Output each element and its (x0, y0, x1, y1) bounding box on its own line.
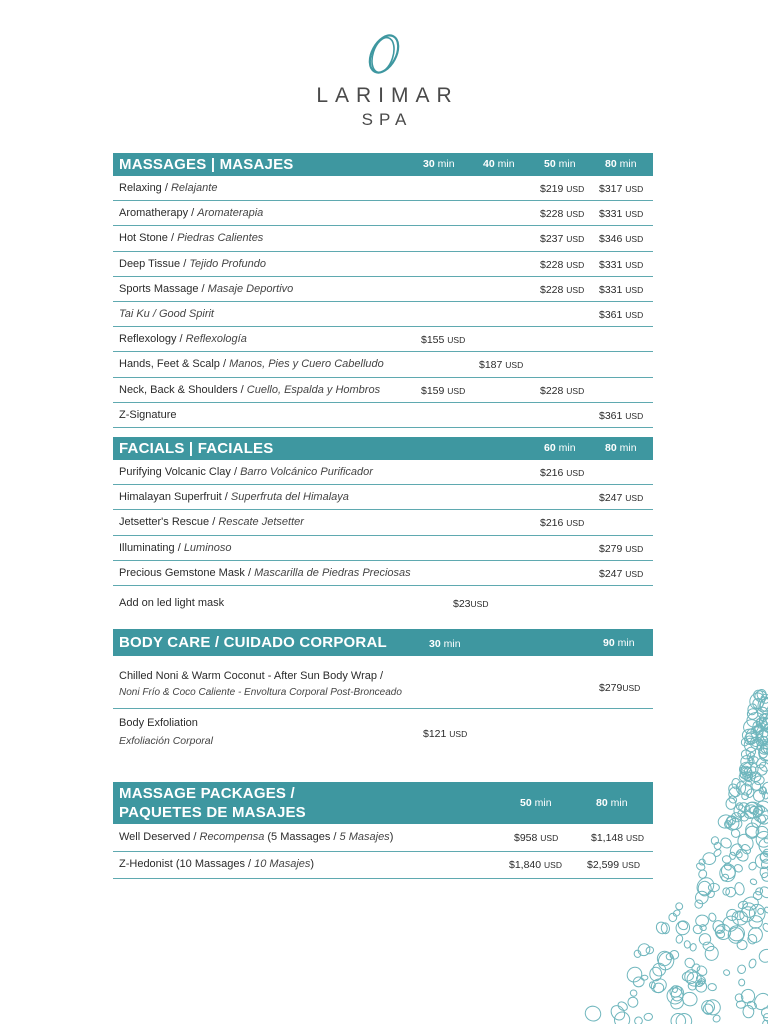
price-80-min: $279 USD (599, 542, 644, 555)
package-name: Well Deserved / Recompensa (5 Massages / 5 Masajes) (119, 831, 394, 843)
price-50-min: $958 USD (514, 832, 559, 844)
spa-logo (0, 30, 768, 130)
bubble-shape (747, 861, 758, 872)
bubble-shape (614, 1011, 631, 1024)
massages-section (113, 153, 653, 428)
table-row (113, 561, 653, 586)
table-row (113, 176, 653, 201)
service-name: Z-Signature (119, 408, 177, 421)
bubble-shape (683, 956, 696, 969)
price-50-min: $228 USD (540, 283, 585, 296)
bubble-shape (713, 848, 723, 858)
service-name: Hands, Feet & Scalp / Manos, Pies y Cuero Cabelludo (119, 358, 384, 371)
bubble-shape (763, 836, 768, 844)
bubble-shape (694, 874, 718, 898)
bubble-shape (644, 1013, 653, 1021)
bubble-shape (629, 989, 638, 998)
price-80-min: $317 USD (599, 183, 644, 195)
price-50-min: $237 USD (540, 233, 585, 246)
bubble-shape (697, 881, 711, 897)
price-80-min: $2,599 USD (587, 859, 640, 871)
addon-label: Add on led light mask (119, 596, 225, 609)
table-row (113, 277, 653, 302)
bubble-shape (757, 947, 768, 965)
bubble-shape (708, 983, 717, 991)
col-90-min: 90 min (603, 637, 635, 649)
service-name: Purifying Volcanic Clay / Barro Volcánico Purificador (119, 466, 373, 478)
bubble-shape (748, 958, 757, 969)
service-name: Illuminating / Luminoso (119, 541, 232, 554)
col-80-min: 80 min (605, 442, 637, 454)
packages-title: MASSAGE PACKAGES / (119, 785, 295, 802)
service-name: Sports Massage / Masaje Deportivo (119, 282, 294, 295)
price-30-min: $155 USD (421, 334, 466, 347)
addon-row (113, 586, 653, 620)
facials-section (113, 437, 653, 620)
bubble-shape (698, 932, 713, 947)
brand-subname: SPA (361, 110, 413, 129)
col-40-min: 40 min (483, 158, 515, 170)
price-50-min: $228 USD (540, 384, 585, 397)
price-80-min: $1,148 USD (591, 832, 644, 844)
service-name: Neck, Back & Shoulders / Cuello, Espalda y Hombros (119, 383, 381, 396)
bubble-shape (677, 920, 689, 931)
bubble-shape (723, 969, 731, 977)
bubble-shape (730, 828, 741, 839)
service-name: Deep Tissue / Tejido Profundo (119, 257, 266, 270)
bodycare-title: BODY CARE / CUIDADO CORPORAL (119, 634, 387, 651)
bubble-shape (675, 902, 684, 911)
packages-title-es: PAQUETES DE MASAJES (119, 804, 306, 821)
col-30-min: 30 min (423, 158, 455, 170)
table-row (113, 352, 653, 377)
price-60-min: $216 USD (540, 517, 585, 530)
price-80-min: $247 USD (599, 492, 644, 505)
service-name: Body Exfoliation (119, 717, 198, 729)
larimar-stone-icon (362, 30, 406, 78)
price-80-min: $331 USD (599, 258, 644, 271)
price-60-min: $216 USD (540, 467, 585, 479)
bubble-shape (634, 950, 642, 958)
bubble-shape (739, 979, 745, 986)
service-name: Reflexology / Reflexología (119, 333, 247, 346)
bubble-shape (633, 1016, 643, 1024)
bubble-shape (749, 878, 757, 886)
table-row (113, 460, 653, 485)
massages-title: MASSAGES | MASAJES (119, 156, 294, 173)
price-80-min: $361 USD (599, 409, 644, 422)
bubble-shape (726, 798, 736, 809)
service-name: Hot Stone / Piedras Calientes (119, 232, 264, 245)
facials-header (113, 437, 653, 460)
col-50-min: 50 min (544, 158, 576, 170)
bubble-shape (737, 964, 746, 974)
table-row (113, 302, 653, 327)
service-name: Tai Ku / Good Spirit (119, 307, 214, 320)
bubble-shape (624, 964, 645, 985)
service-name: Precious Gemstone Mask / Mascarilla de Piedras Preciosas (119, 566, 411, 579)
price-80-min: $247 USD (599, 567, 644, 580)
brand-name: LARIMAR (316, 84, 459, 107)
bubble-shape (699, 998, 717, 1016)
bubble-shape (636, 941, 653, 958)
bubble-shape (626, 996, 639, 1009)
bubble-shape (670, 1013, 686, 1024)
service-name-es: Noni Frío & Coco Caliente - Envoltura Corporal Post-Bronceado (119, 687, 402, 698)
col-60-min: 60 min (544, 442, 576, 454)
price-80-min: $346 USD (599, 233, 644, 246)
service-name: Jetsetter's Rescue / Rescate Jetsetter (119, 516, 304, 529)
massages-header (113, 153, 653, 176)
table-row (113, 378, 653, 403)
price-30-min: $159 USD (421, 384, 466, 397)
bubble-shape (722, 855, 731, 863)
price-40-min: $187 USD (479, 359, 524, 372)
price-50-min: $228 USD (540, 258, 585, 271)
bubble-shape (694, 890, 709, 905)
table-row (113, 327, 653, 352)
facials-title: FACIALS | FACIALES (119, 440, 274, 457)
price-50-min: $219 USD (540, 183, 585, 195)
price-30-min: $121 USD (423, 728, 468, 740)
bubble-shape (752, 891, 763, 901)
table-row (113, 485, 653, 510)
price-90-min: $279USD (599, 682, 641, 694)
bubble-shape (673, 1011, 694, 1024)
bubble-shape (583, 1004, 603, 1024)
bodycare-header (113, 629, 653, 656)
service-name-es: Exfoliación Corporal (119, 735, 213, 747)
price-80-min: $361 USD (599, 308, 644, 321)
price-80-min: $331 USD (599, 283, 644, 296)
bubble-shape (690, 962, 701, 973)
bubble-shape (675, 934, 683, 944)
service-name: Relaxing / Relajante (119, 182, 218, 194)
bubble-decoration (568, 684, 768, 1024)
price-50-min: $1,840 USD (509, 859, 562, 871)
table-row (113, 201, 653, 226)
col-80-min: 80 min (605, 158, 637, 170)
bubble-shape (669, 913, 677, 922)
price-80-min: $331 USD (599, 208, 644, 221)
table-row (113, 403, 653, 428)
col-50-min: 50 min (520, 797, 552, 809)
service-name: Himalayan Superfruit / Superfruta del Himalaya (119, 491, 349, 504)
service-name: Aromatherapy / Aromaterapia (119, 207, 264, 220)
service-name: Chilled Noni & Warm Coconut - After Sun Body Wrap / (119, 670, 384, 682)
addon-price: $23USD (453, 597, 489, 610)
col-30-min: 30 min (429, 638, 461, 650)
table-row (113, 252, 653, 277)
package-name: Z-Hedonist (10 Massages / 10 Masajes) (119, 858, 315, 870)
price-50-min: $228 USD (540, 208, 585, 221)
bubble-shape (723, 862, 733, 872)
bubble-shape (665, 952, 673, 960)
table-row (113, 510, 653, 535)
bubble-shape (704, 945, 720, 962)
table-row (113, 226, 653, 251)
table-row (113, 536, 653, 561)
col-80-min: 80 min (596, 797, 628, 809)
